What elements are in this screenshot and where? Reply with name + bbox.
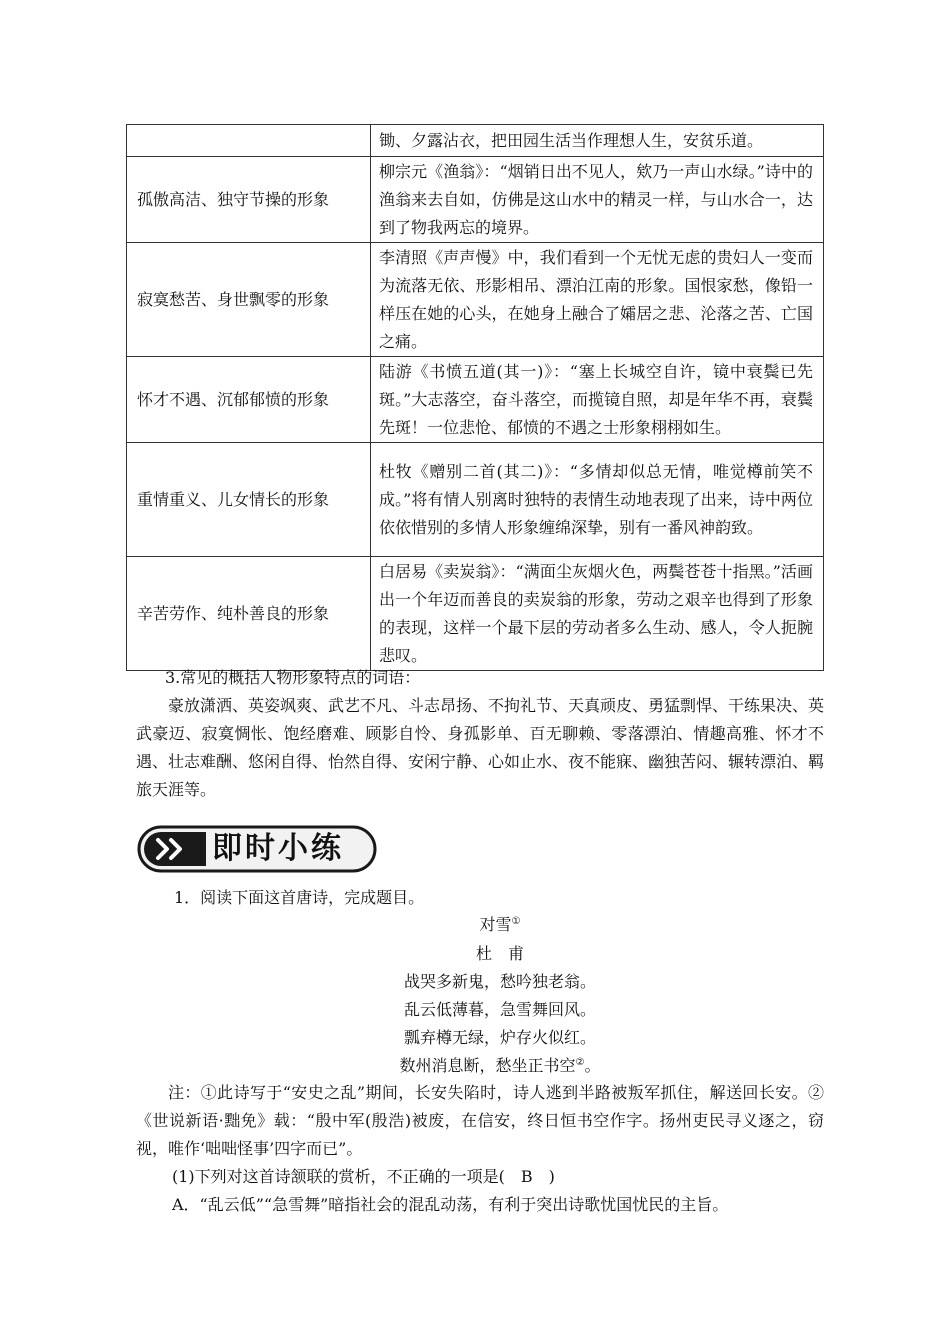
table-cell-desc: 李清照《声声慢》中，我们看到一个无忧无虑的贵妇人一变而为流落无依、形影相吊、漂泊江南的形象。国恨家愁，像铅一样压在她的心头，在她身上融合了孀居之悲、沦落之苦、亡国之痛。: [371, 243, 824, 357]
table-cell-type: 重情重义、儿女情长的形象: [127, 443, 371, 557]
table-cell-desc: 锄、夕露沾衣，把田园生活当作理想人生，安贫乐道。: [371, 125, 824, 157]
poem-line-text: 数州消息断，愁坐正书空: [399, 1056, 576, 1075]
poem-notes: 注：①此诗写于“安史之乱”期间，长安失陷时，诗人逃到半路被叛军抓住，解送回长安。②《世说新语·黜免》载：“殷中军(殷浩)被废，在信安，终日恒书空作字。扬州吏民寻义逐之，窃视，唯作‘咄咄怪事’四字而已”。: [136, 1083, 824, 1158]
poem-line-punct: 。: [584, 1056, 601, 1075]
poem-title-text: 对雪: [479, 915, 512, 934]
table-row: [127, 443, 824, 557]
footnote-marker: ①: [511, 916, 521, 927]
poem-line: 瓢弃樽无绿，炉存火似红。: [403, 1028, 596, 1047]
poem-author: 杜 甫: [475, 944, 524, 963]
table-cell-type: 寂寞愁苦、身世飘零的形象: [127, 243, 371, 357]
option-a: A．“乱云低”“急雪舞”暗指社会的混乱动荡，有利于突出诗歌忧国忧民的主旨。: [172, 1195, 729, 1214]
poem-line: [340, 1052, 660, 1080]
footnote-marker: ②: [575, 1057, 585, 1068]
table-cell-type: [127, 125, 371, 157]
table-cell-desc: 陆游《书愤五道(其一)》：“塞上长城空自许，镜中衰鬓已先斑。”大志落空，奋斗落空，而揽镜自照，却是年华不再，衰鬓先斑！一位悲怆、郁愤的不遇之士形象栩栩如生。: [371, 357, 824, 443]
table-row: [127, 557, 824, 671]
table-cell-type: 辛苦劳作、纯朴善良的形象: [127, 557, 371, 671]
section-title: 3.常见的概括人物形象特点的词语：: [165, 668, 421, 687]
table-row: [127, 157, 824, 243]
poem-line: 乱云低薄暮，急雪舞回风。: [403, 1000, 596, 1019]
table-cell-desc: 杜牧《赠别二首(其二)》：“多情却似总无情，唯觉樽前笑不成。”将有情人别离时独特的表情生动地表现了出来，诗中两位依依惜别的多情人形象缠绵深挚，别有一番风神韵致。: [371, 443, 824, 557]
table-row: [127, 357, 824, 443]
question-stem: 1．阅读下面这首唐诗，完成题目。: [174, 888, 425, 907]
table-row: [127, 243, 824, 357]
banner-title: 即时小练: [212, 831, 344, 866]
table-row: [127, 125, 824, 157]
poem-line: 战哭多新鬼，愁吟独老翁。: [403, 972, 596, 991]
table-cell-desc: 白居易《卖炭翁》：“满面尘灰烟火色，两鬓苍苍十指黑。”活画出一个年迈而善良的卖炭翁的形象，劳动之艰辛也得到了形象的表现，这样一个最下层的劳动者多么生动、感人，令人扼腕悲叹。: [371, 557, 824, 671]
image-type-table: [126, 124, 824, 671]
table-cell-type: 孤傲高洁、独守节操的形象: [127, 157, 371, 243]
table-cell-desc: 柳宗元《渔翁》：“烟销日出不见人，欸乃一声山水绿。”诗中的渔翁来去自如，仿佛是这山水中的精灵一样，与山水合一，达到了物我两忘的境界。: [371, 157, 824, 243]
character-word-list: 豪放潇洒、英姿飒爽、武艺不凡、斗志昂扬、不拘礼节、天真顽皮、勇猛剽悍、干练果决、英武豪迈、寂寞惆怅、饱经磨难、顾影自怜、身孤影单、百无聊赖、零落漂泊、情趣高雅、怀才不遇、壮志难酬、悠闲自得、怡然自得、安闲宁静、心如止水、夜不能寐、幽独苦闷、辗转漂泊、羁旅天涯等。: [136, 696, 825, 799]
table-cell-type: 怀才不遇、沉郁郁愤的形象: [127, 357, 371, 443]
sub-question: (1)下列对这首诗颔联的赏析，不正确的一项是( B ): [172, 1167, 555, 1186]
poem-title: [340, 911, 660, 939]
